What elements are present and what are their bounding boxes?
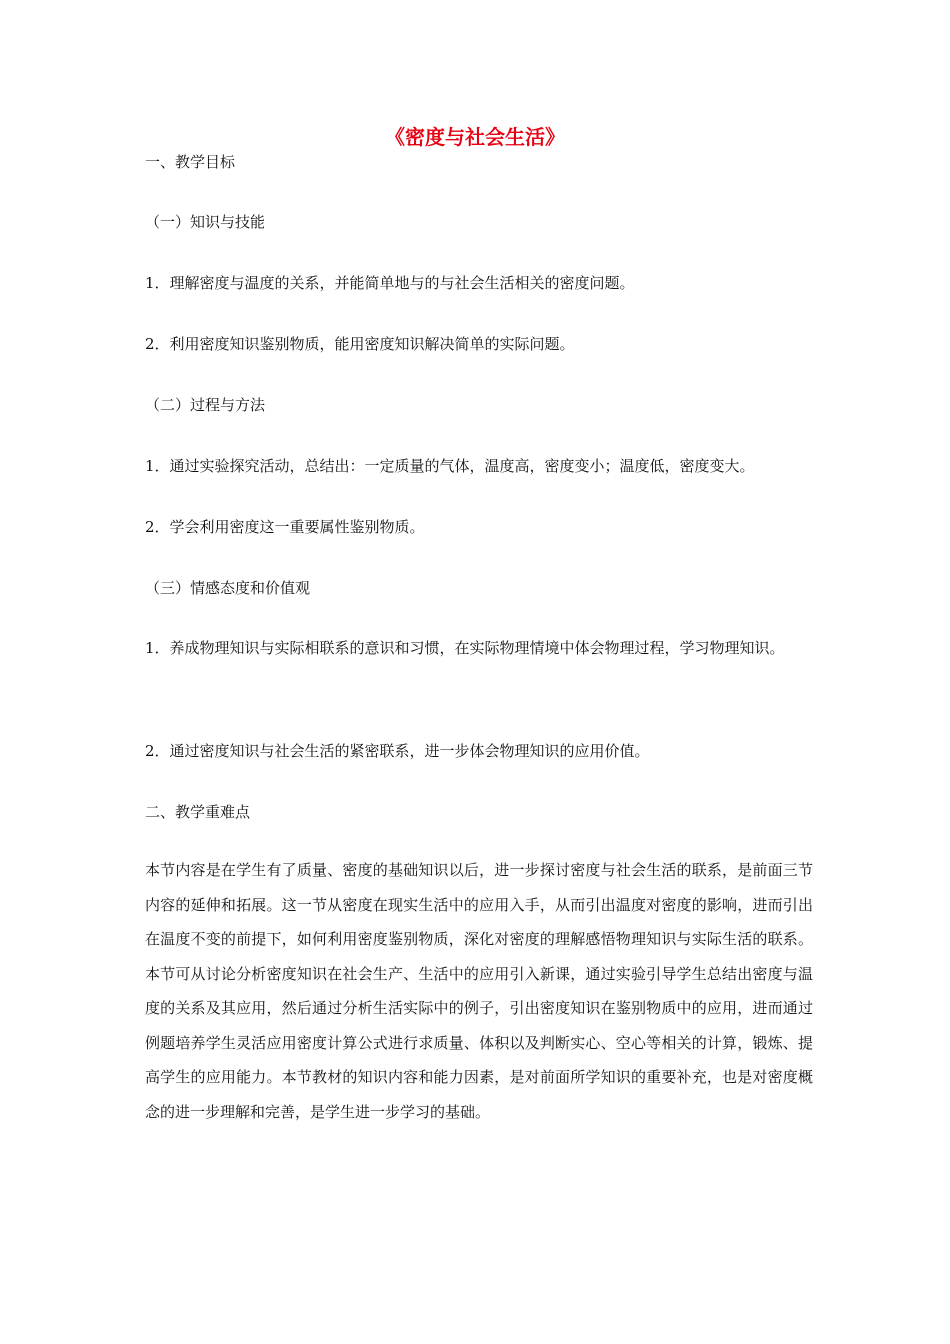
subsection-heading-process-methods: （二）过程与方法 (145, 396, 266, 414)
list-item: 1．理解密度与温度的关系，并能简单地与的与社会生活相关的密度问题。 (145, 274, 635, 292)
list-item: 1．养成物理知识与实际相联系的意识和习惯，在实际物理情境中体会物理过程，学习物理知识。 (145, 639, 785, 657)
subsection-heading-attitudes-values: （三）情感态度和价值观 (145, 579, 311, 597)
list-item: 1．通过实验探究活动，总结出：一定质量的气体，温度高，密度变小；温度低，密度变大。 (145, 457, 755, 475)
list-item: 2．通过密度知识与社会生活的紧密联系，进一步体会物理知识的应用价值。 (145, 742, 650, 760)
body-paragraph: 本节内容是在学生有了质量、密度的基础知识以后，进一步探讨密度与社会生活的联系，是前面三节内容的延伸和拓展。这一节从密度在现实生活中的应用入手，从而引出温度对密度的影响，进而引出在温度不变的前提下，如何利用密度鉴别物质，深化对密度的理解感悟物理知识与实际生活的联系。本节可从讨论分析密度知识在社会生产、生活中的应用引入新课，通过实验引导学生总结出密度与温度的关系及其应用，然后通过分析生活实际中的例子，引出密度知识在鉴别物质中的应用，进而通过例题培养学生灵活应用密度计算公式进行求质量、体积以及判断实心、空心等相关的计算，锻炼、提高学生的应用能力。本节教材的知识内容和能力因素，是对前面所学知识的重要补充，也是对密度概念的进一步理解和完善，是学生进一步学习的基础。 (145, 861, 813, 1121)
section-heading-key-points: 二、教学重难点 (145, 803, 251, 821)
subsection-heading-knowledge-skills: （一）知识与技能 (145, 213, 266, 231)
list-item: 2．利用密度知识鉴别物质，能用密度知识解决简单的实际问题。 (145, 335, 575, 353)
document-title: 《密度与社会生活》 (385, 125, 565, 149)
list-item: 2．学会利用密度这一重要属性鉴别物质。 (145, 518, 425, 536)
section-heading-teaching-goals: 一、教学目标 (145, 153, 236, 171)
